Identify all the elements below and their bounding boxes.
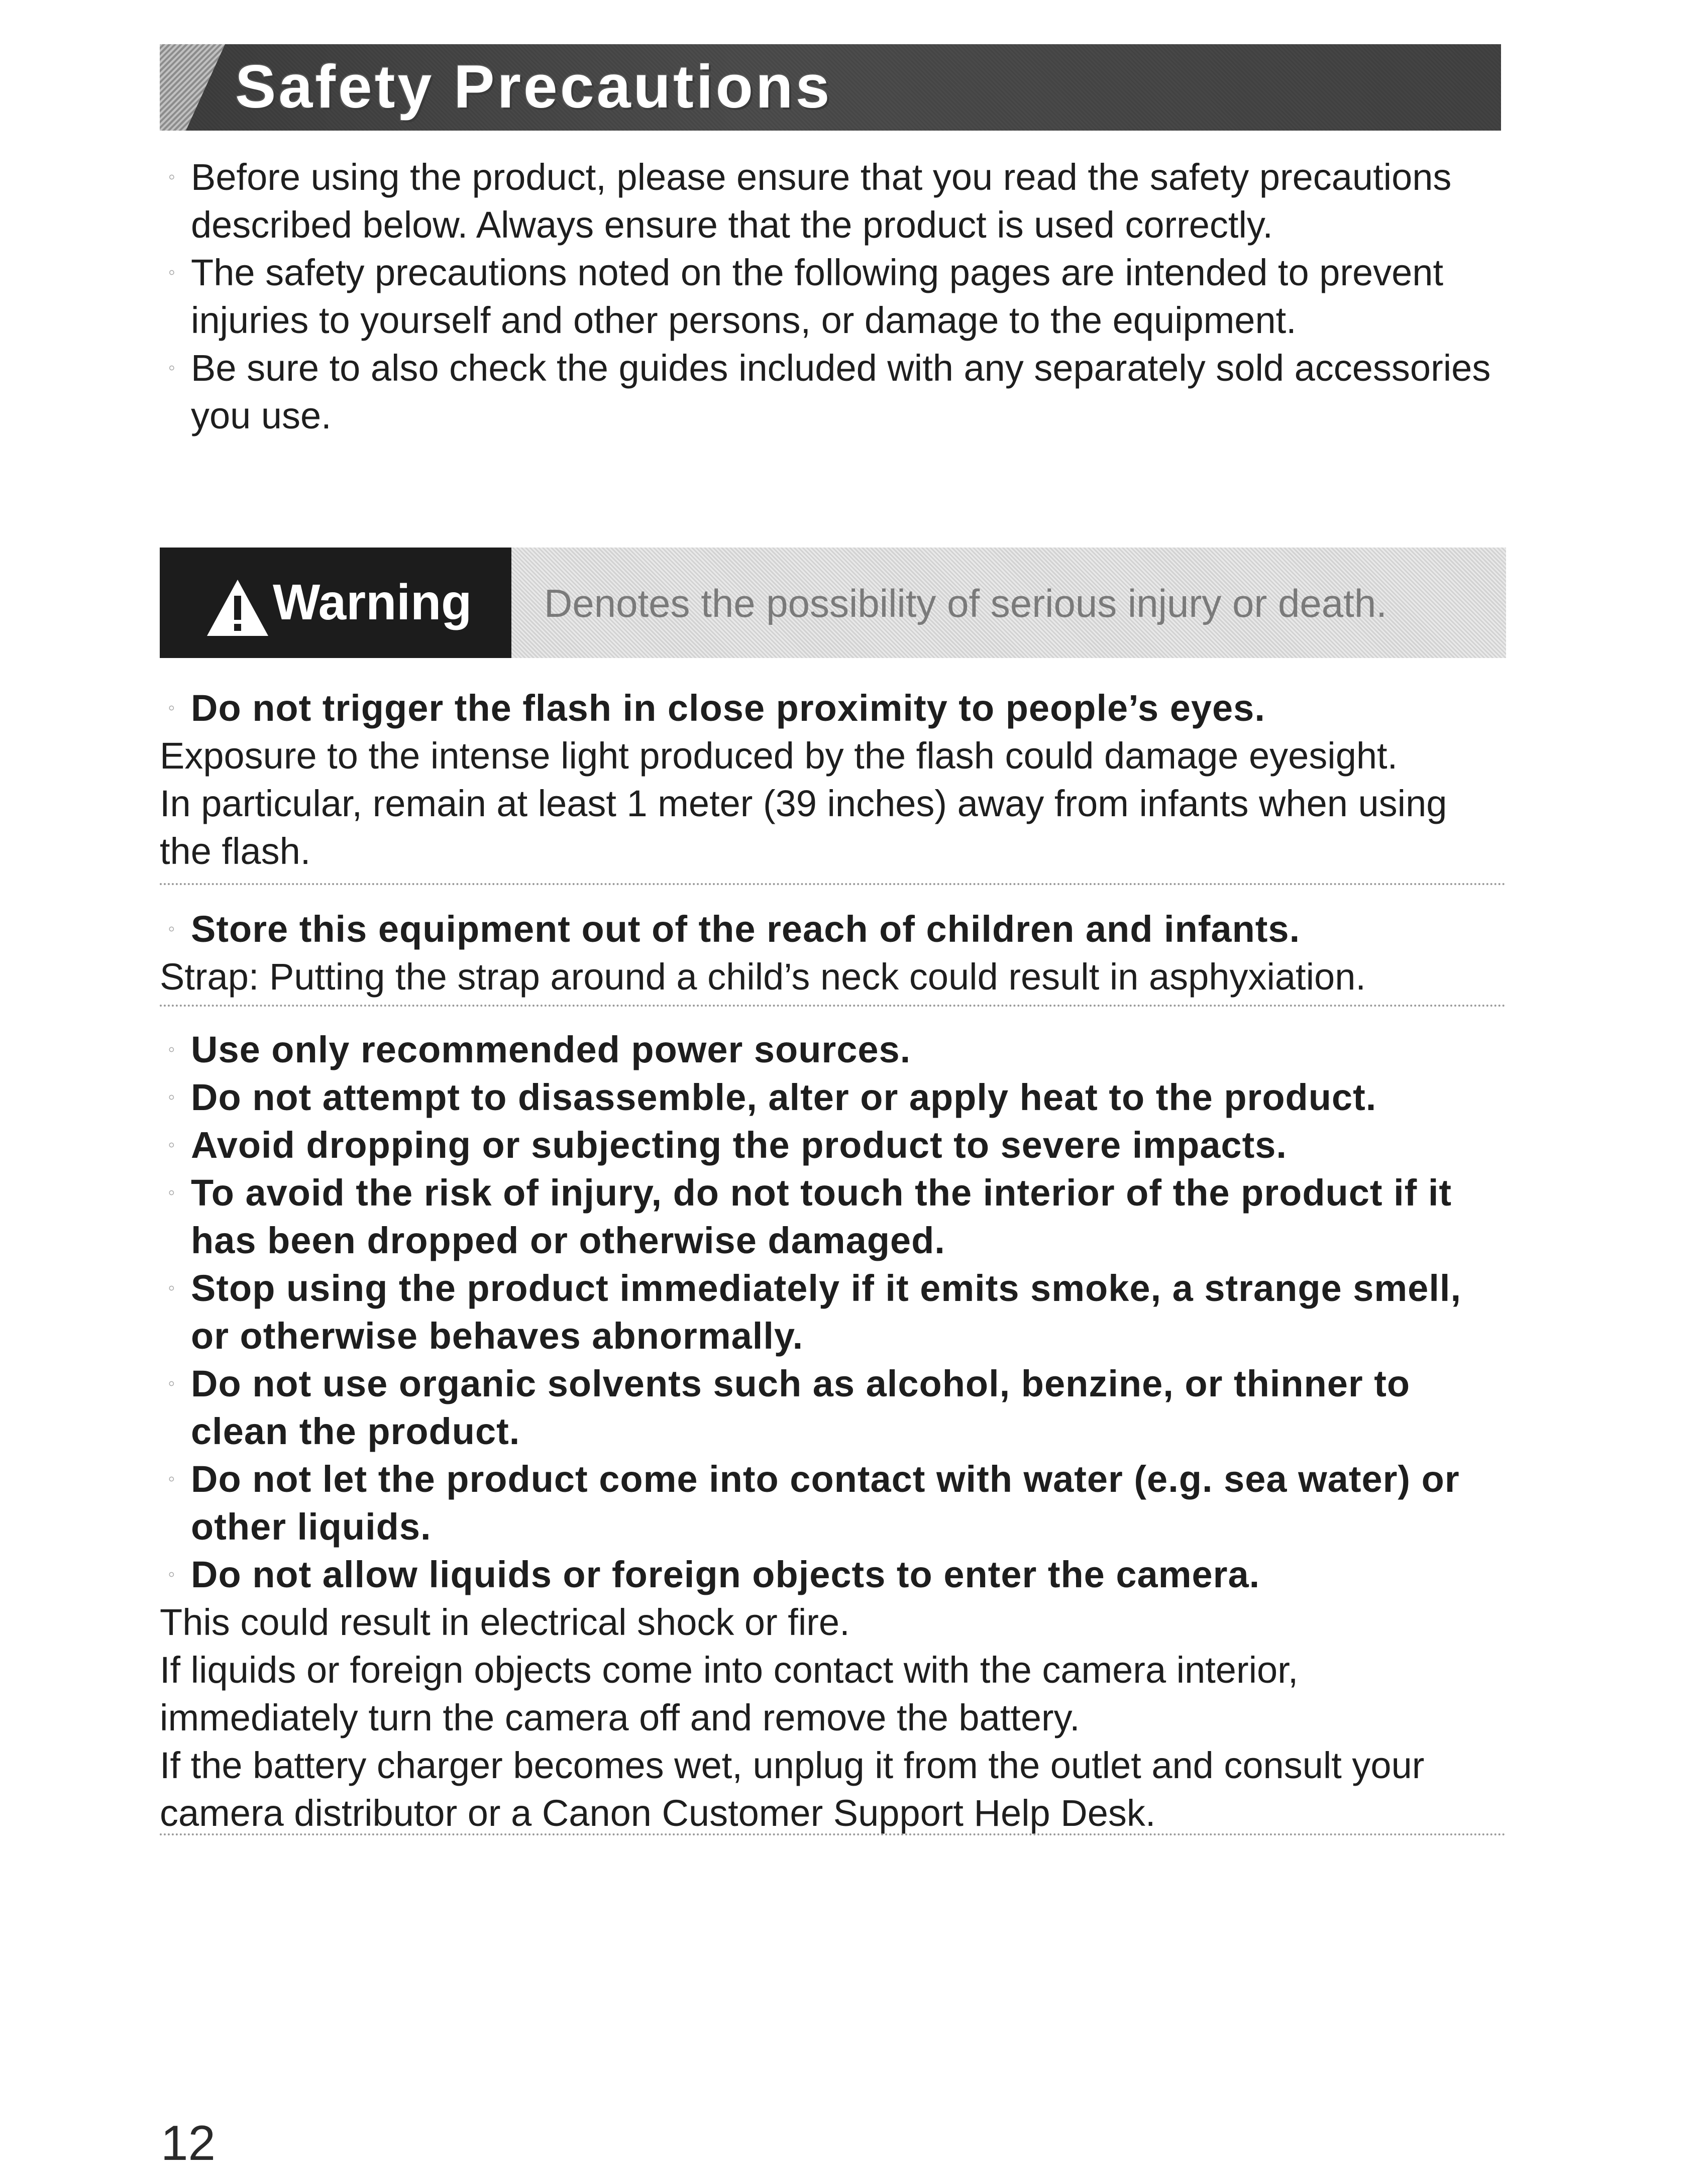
bullet-dot-icon: ◦ <box>168 918 176 940</box>
section-heading <box>160 1360 1506 1455</box>
heading-text: Store this equipment out of the reach of children and infants. <box>191 908 1301 950</box>
section-heading <box>160 1264 1506 1360</box>
page-number: 12 <box>161 2115 216 2170</box>
intro-list <box>160 153 1506 440</box>
heading-text: Stop using the product immediately if it emits smoke, a strange smell, or otherwise behaves abnormally. <box>191 1267 1462 1357</box>
heading-text: Do not use organic solvents such as alcohol, benzine, or thinner to clean the product. <box>191 1363 1411 1452</box>
section-divider <box>160 1005 1506 1007</box>
bullet-dot-icon: ◦ <box>168 1086 176 1108</box>
intro-text: Before using the product, please ensure that you read the safety precautions described below. Always ensure that the product is used correctly. <box>191 156 1452 246</box>
section-heading <box>160 684 1506 732</box>
section-heading <box>160 1026 1506 1073</box>
body-text: Strap: Putting the strap around a child’s neck could result in asphyxiation. <box>160 956 1366 998</box>
warning-banner <box>160 548 1506 658</box>
heading-text: Do not attempt to disassemble, alter or apply heat to the product. <box>191 1076 1377 1118</box>
intro-text: The safety precautions noted on the following pages are intended to prevent injuries to yourself and other persons, or damage to the equipment. <box>191 252 1444 341</box>
intro-item <box>160 153 1506 249</box>
title-banner <box>160 44 1501 131</box>
bullet-dot-icon: ◦ <box>168 1038 176 1060</box>
section-divider <box>160 883 1506 885</box>
bullet-dot-icon: ◦ <box>168 697 176 719</box>
section-heading <box>160 1551 1506 1598</box>
bullet-dot-icon: ◦ <box>168 1468 176 1490</box>
section-heading <box>160 1121 1506 1169</box>
section-children <box>160 905 1506 1001</box>
page-title: Safety Precautions <box>235 52 832 121</box>
section-heading <box>160 905 1506 953</box>
section-heading <box>160 1455 1506 1551</box>
bullet-dot-icon: ◦ <box>168 1181 176 1204</box>
heading-text: To avoid the risk of injury, do not touch the interior of the product if it has been dropped or otherwise damaged. <box>191 1172 1452 1261</box>
intro-item <box>160 344 1506 440</box>
heading-text: Avoid dropping or subjecting the product to severe impacts. <box>191 1124 1287 1166</box>
bullet-dot-icon: ◦ <box>168 1277 176 1299</box>
heading-text: Do not trigger the flash in close proximity to people’s eyes. <box>191 687 1265 729</box>
heading-text: Do not let the product come into contact with water (e.g. sea water) or other liquids. <box>191 1458 1460 1548</box>
warning-label: Warning <box>273 574 472 630</box>
section-heading <box>160 1169 1506 1264</box>
body-text: If liquids or foreign objects come into contact with the camera interior, immediately turn the camera off and remove the battery. <box>160 1649 1299 1738</box>
warning-description: Denotes the possibility of serious injury or death. <box>544 581 1387 625</box>
bullet-dot-icon: ◦ <box>168 1372 176 1394</box>
section-general <box>160 1026 1506 1837</box>
body-text: Exposure to the intense light produced by the flash could damage eyesight. <box>160 735 1398 777</box>
body-text: This could result in electrical shock or fire. <box>160 1601 850 1643</box>
section-flash <box>160 684 1506 875</box>
intro-text: Be sure to also check the guides included with any separately sold accessories you use. <box>191 347 1491 437</box>
section-divider <box>160 1833 1506 1835</box>
bullet-dot-icon: ◦ <box>168 1134 176 1156</box>
body-text: If the battery charger becomes wet, unplug it from the outlet and consult your camera distributor or a Canon Customer Support Help Desk. <box>160 1745 1425 1834</box>
bullet-dot-icon: ◦ <box>168 1563 176 1585</box>
bullet-dot-icon: ◦ <box>168 166 176 188</box>
body-text: In particular, remain at least 1 meter (39 inches) away from infants when using the flash. <box>160 783 1447 872</box>
section-heading <box>160 1073 1506 1121</box>
warning-label-box <box>160 548 511 658</box>
heading-text: Do not allow liquids or foreign objects to enter the camera. <box>191 1554 1260 1595</box>
heading-text: Use only recommended power sources. <box>191 1029 911 1070</box>
bullet-dot-icon: ◦ <box>168 357 176 379</box>
bullet-dot-icon: ◦ <box>168 261 176 283</box>
warning-triangle-icon <box>205 578 270 638</box>
intro-item <box>160 249 1506 344</box>
